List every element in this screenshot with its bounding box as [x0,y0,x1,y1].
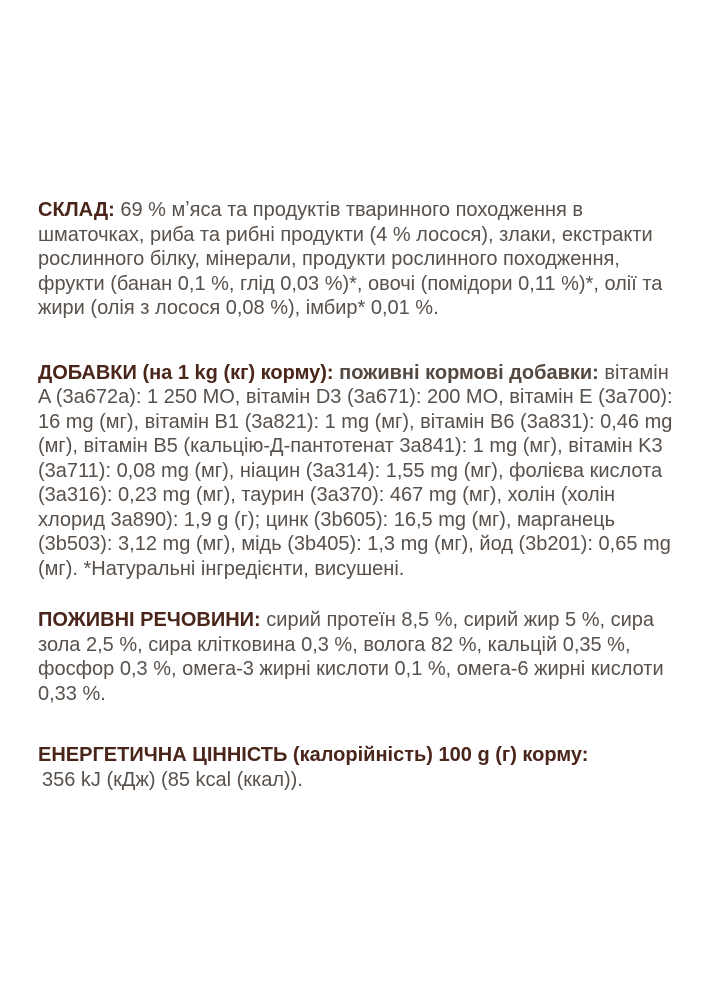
composition-section [38,198,681,321]
nutrients-text: сирий протеїн 8,5 %, сирий жир 5 %, сира зола 2,5 %, сира клітковина 0,3 %, волога 82 %, кальцій 0,35 %, фосфор 0,3 %, омега-3 жирні кислоти 0,1 %, омега-6 жирні кислоти 0,33 %. [38,609,664,705]
additives-section [38,361,681,582]
nutrients-section [38,608,681,706]
energy-heading: ЕНЕРГЕТИЧНА ЦІННІСТЬ (калорійність) 100 g (г) корму: [38,744,589,766]
additives-heading: ДОБАВКИ (на 1 kg (кг) корму): [38,361,334,384]
energy-section [38,743,681,792]
additives-subheading: поживні кормові добавки: [339,361,599,384]
additives-text: вітамін A (3a672a): 1 250 МО, вітамін D3 (3a671): 200 МО, вітамін E (3a700): 16 mg (мг), вітамін B1 (3a821): 1 mg (мг), вітамін B6 (3a831): 0,46 mg (мг), вітамін B5 (кальцію-Д-пантотенат 3a841): 1 mg (мг), вітамін K3 (3a711): 0,08 mg (мг), ніацин (3a314): 1,55 mg (мг), фолієва кислота (3a316): 0,23 mg (мг), таурин (3a370): 467 mg (мг), холін (холін хлорид 3a890): 1,9 g (г); цинк (3b605): 16,5 mg (мг), марганець (3b503): 3,12 mg (мг), мідь (3b405): 1,3 mg (мг), йод (3b201): 0,65 mg (мг). *Натуральні інгредієнти, висушені. [38,361,673,580]
composition-text: 69 % мʼяса та продуктів тваринного походження в шматочках, риба та рибні продукти (4 % лосося), злаки, екстракти рослинного білку, мінерали, продукти рослинного походження, фрукти (банан 0,1 %, глід 0,03 %)*, овочі (помідори 0,11 %)*, олії та жири (олія з лосося 0,08 %), імбир* 0,01 %. [38,199,663,319]
composition-heading: СКЛАД: [38,199,115,221]
nutrients-heading: ПОЖИВНІ РЕЧОВИНИ: [38,609,261,631]
energy-text: 356 kJ (кДж) (85 kcal (ккал)). [42,768,303,791]
label-content [38,198,681,792]
